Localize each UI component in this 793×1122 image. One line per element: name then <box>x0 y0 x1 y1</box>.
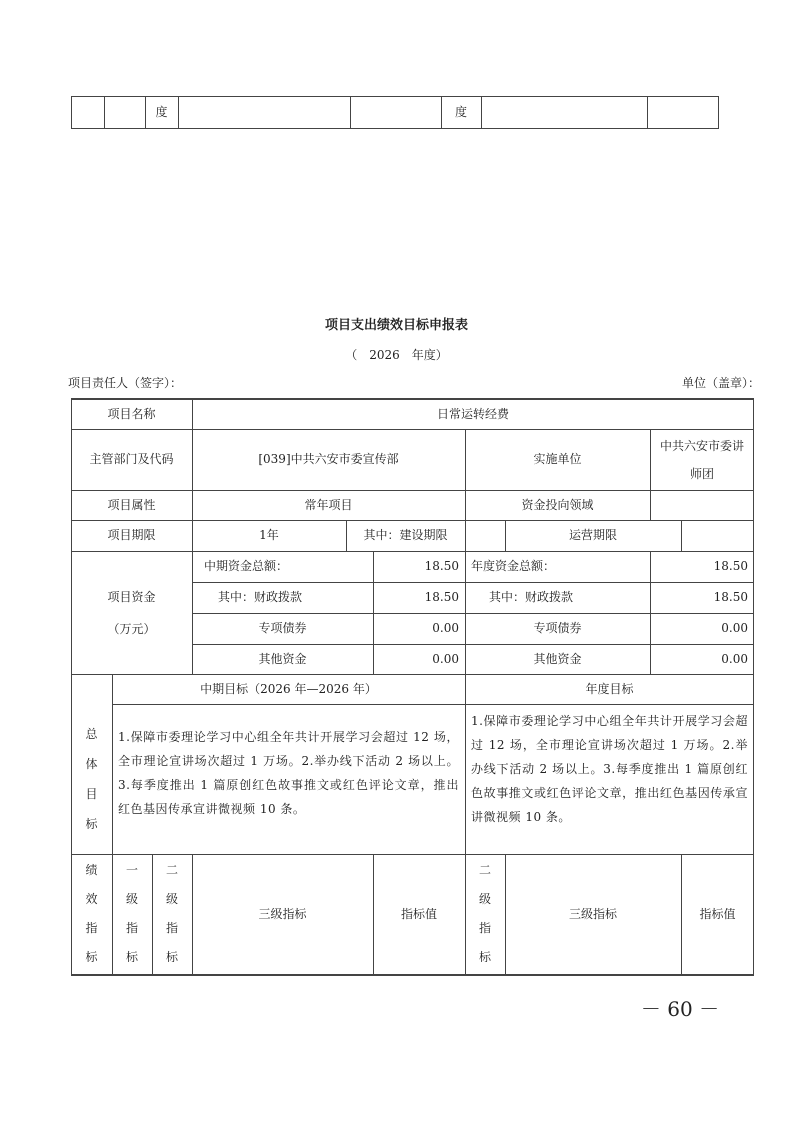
fund-field-label: 资金投向领域 <box>521 497 594 512</box>
mid-other-value: 0.00 <box>432 651 459 666</box>
perf-indicator-label <box>71 854 112 974</box>
prev-table-cell: 度 <box>454 105 467 120</box>
yr-bond-value: 0.00 <box>721 621 748 636</box>
label-char: 一 <box>125 863 138 877</box>
dept-value: [039]中共六安市委宣传部 <box>258 452 399 467</box>
yr-goal-header: 年度目标 <box>585 681 634 696</box>
project-name-label: 项目名称 <box>107 406 156 421</box>
dept-label: 主管部门及代码 <box>89 452 174 467</box>
label-char: 标 <box>125 950 138 964</box>
period-label: 项目期限 <box>107 528 156 543</box>
yr-other-value: 0.00 <box>721 651 748 666</box>
mid-other-label: 其他资金 <box>258 651 307 666</box>
label-char: 体 <box>85 757 98 771</box>
indicator-value-header-annual: 指标值 <box>699 906 736 921</box>
yr-fiscal-label: 其中：财政拨款 <box>489 590 574 605</box>
mid-fiscal-value: 18.50 <box>424 590 459 605</box>
mid-bond-label: 专项债券 <box>258 621 307 636</box>
yr-fiscal-value: 18.50 <box>713 590 748 605</box>
mid-bond-value: 0.00 <box>432 621 459 636</box>
build-period-value <box>465 520 505 551</box>
yr-total-label: 年度资金总额： <box>471 559 556 574</box>
label-char: 指 <box>165 921 178 935</box>
mid-goal-header: 中期目标（2026 年—2026 年） <box>200 681 377 696</box>
level1-indicator-header <box>112 854 152 974</box>
label-char: 二 <box>165 863 178 877</box>
yr-goal-text: 1.保障市委理论学习中心组全年共计开展学习会超过 12 场，全市理论宣讲场次超过 1 万场。2.举办线下活动 2 场以上。3.每季度推出 1 篇原创红色故事推文或红色评论文章，推出红色基因传承宣讲微视频 10 条。 <box>471 714 748 824</box>
label-char: 目 <box>85 787 98 801</box>
level3-indicator-header: 三级指标 <box>258 906 307 921</box>
level2-indicator-header <box>152 854 192 974</box>
responsible-signature-label: 项目责任人（签字）： <box>68 375 183 390</box>
mid-total-value: 18.50 <box>424 559 459 574</box>
project-attr-label: 项目属性 <box>107 497 156 512</box>
funds-label-main: 项目资金 <box>107 589 156 604</box>
project-name-value: 日常运转经费 <box>436 406 509 421</box>
form-title: 项目支出绩效目标申报表 <box>324 318 468 334</box>
level2-indicator-header-annual <box>465 854 505 974</box>
label-char: 标 <box>165 950 178 964</box>
page-number: － 60 － <box>640 997 720 1021</box>
label-char: 级 <box>165 892 178 906</box>
yr-total-value: 18.50 <box>713 559 748 574</box>
unit-seal-label: 单位（盖章）： <box>681 375 760 390</box>
label-char: 总 <box>85 727 98 741</box>
impl-unit-value: 中共六安市委讲师团 <box>660 438 745 481</box>
label-char: 绩 <box>85 863 98 877</box>
build-period-label: 其中：建设期限 <box>363 528 448 543</box>
mid-fiscal-label: 其中：财政拨款 <box>218 590 303 605</box>
label-char: 级 <box>478 892 491 906</box>
year-line: （ 2026 年度） <box>345 347 448 362</box>
impl-unit-label: 实施单位 <box>533 452 582 467</box>
label-char: 效 <box>85 892 98 906</box>
mid-total-label: 中期资金总额： <box>204 559 289 574</box>
yr-other-label: 其他资金 <box>533 651 582 666</box>
funds-label <box>71 551 192 674</box>
mid-goal-text: 1.保障市委理论学习中心组全年共计开展学习会超过 12 场，全市理论宣讲场次超过 1 万场。2.举办线下活动 2 场以上。3.每季度推出 1 篇原创红色故事推文或红色评论文章，推出红色基因传承宣讲微视频 10 条。 <box>118 730 459 816</box>
funds-label-unit: （万元） <box>107 621 156 636</box>
fund-field-value <box>650 490 754 520</box>
level3-indicator-header-annual: 三级指标 <box>568 906 617 921</box>
project-attr-value: 常年项目 <box>304 497 353 512</box>
label-char: 级 <box>125 892 138 906</box>
ops-period-label: 运营期限 <box>568 528 617 543</box>
label-char: 指 <box>85 921 98 935</box>
label-char: 标 <box>85 950 98 964</box>
label-char: 标 <box>478 950 491 964</box>
label-char: 指 <box>125 921 138 935</box>
ops-period-value <box>681 520 754 551</box>
period-value: 1年 <box>259 528 279 543</box>
prev-table-cell: 度 <box>155 105 168 120</box>
overall-goal-label <box>71 704 112 854</box>
label-char: 二 <box>478 863 491 877</box>
yr-bond-label: 专项债券 <box>533 621 582 636</box>
indicator-value-header: 指标值 <box>400 906 437 921</box>
label-char: 指 <box>478 921 491 935</box>
label-char: 标 <box>85 817 98 831</box>
